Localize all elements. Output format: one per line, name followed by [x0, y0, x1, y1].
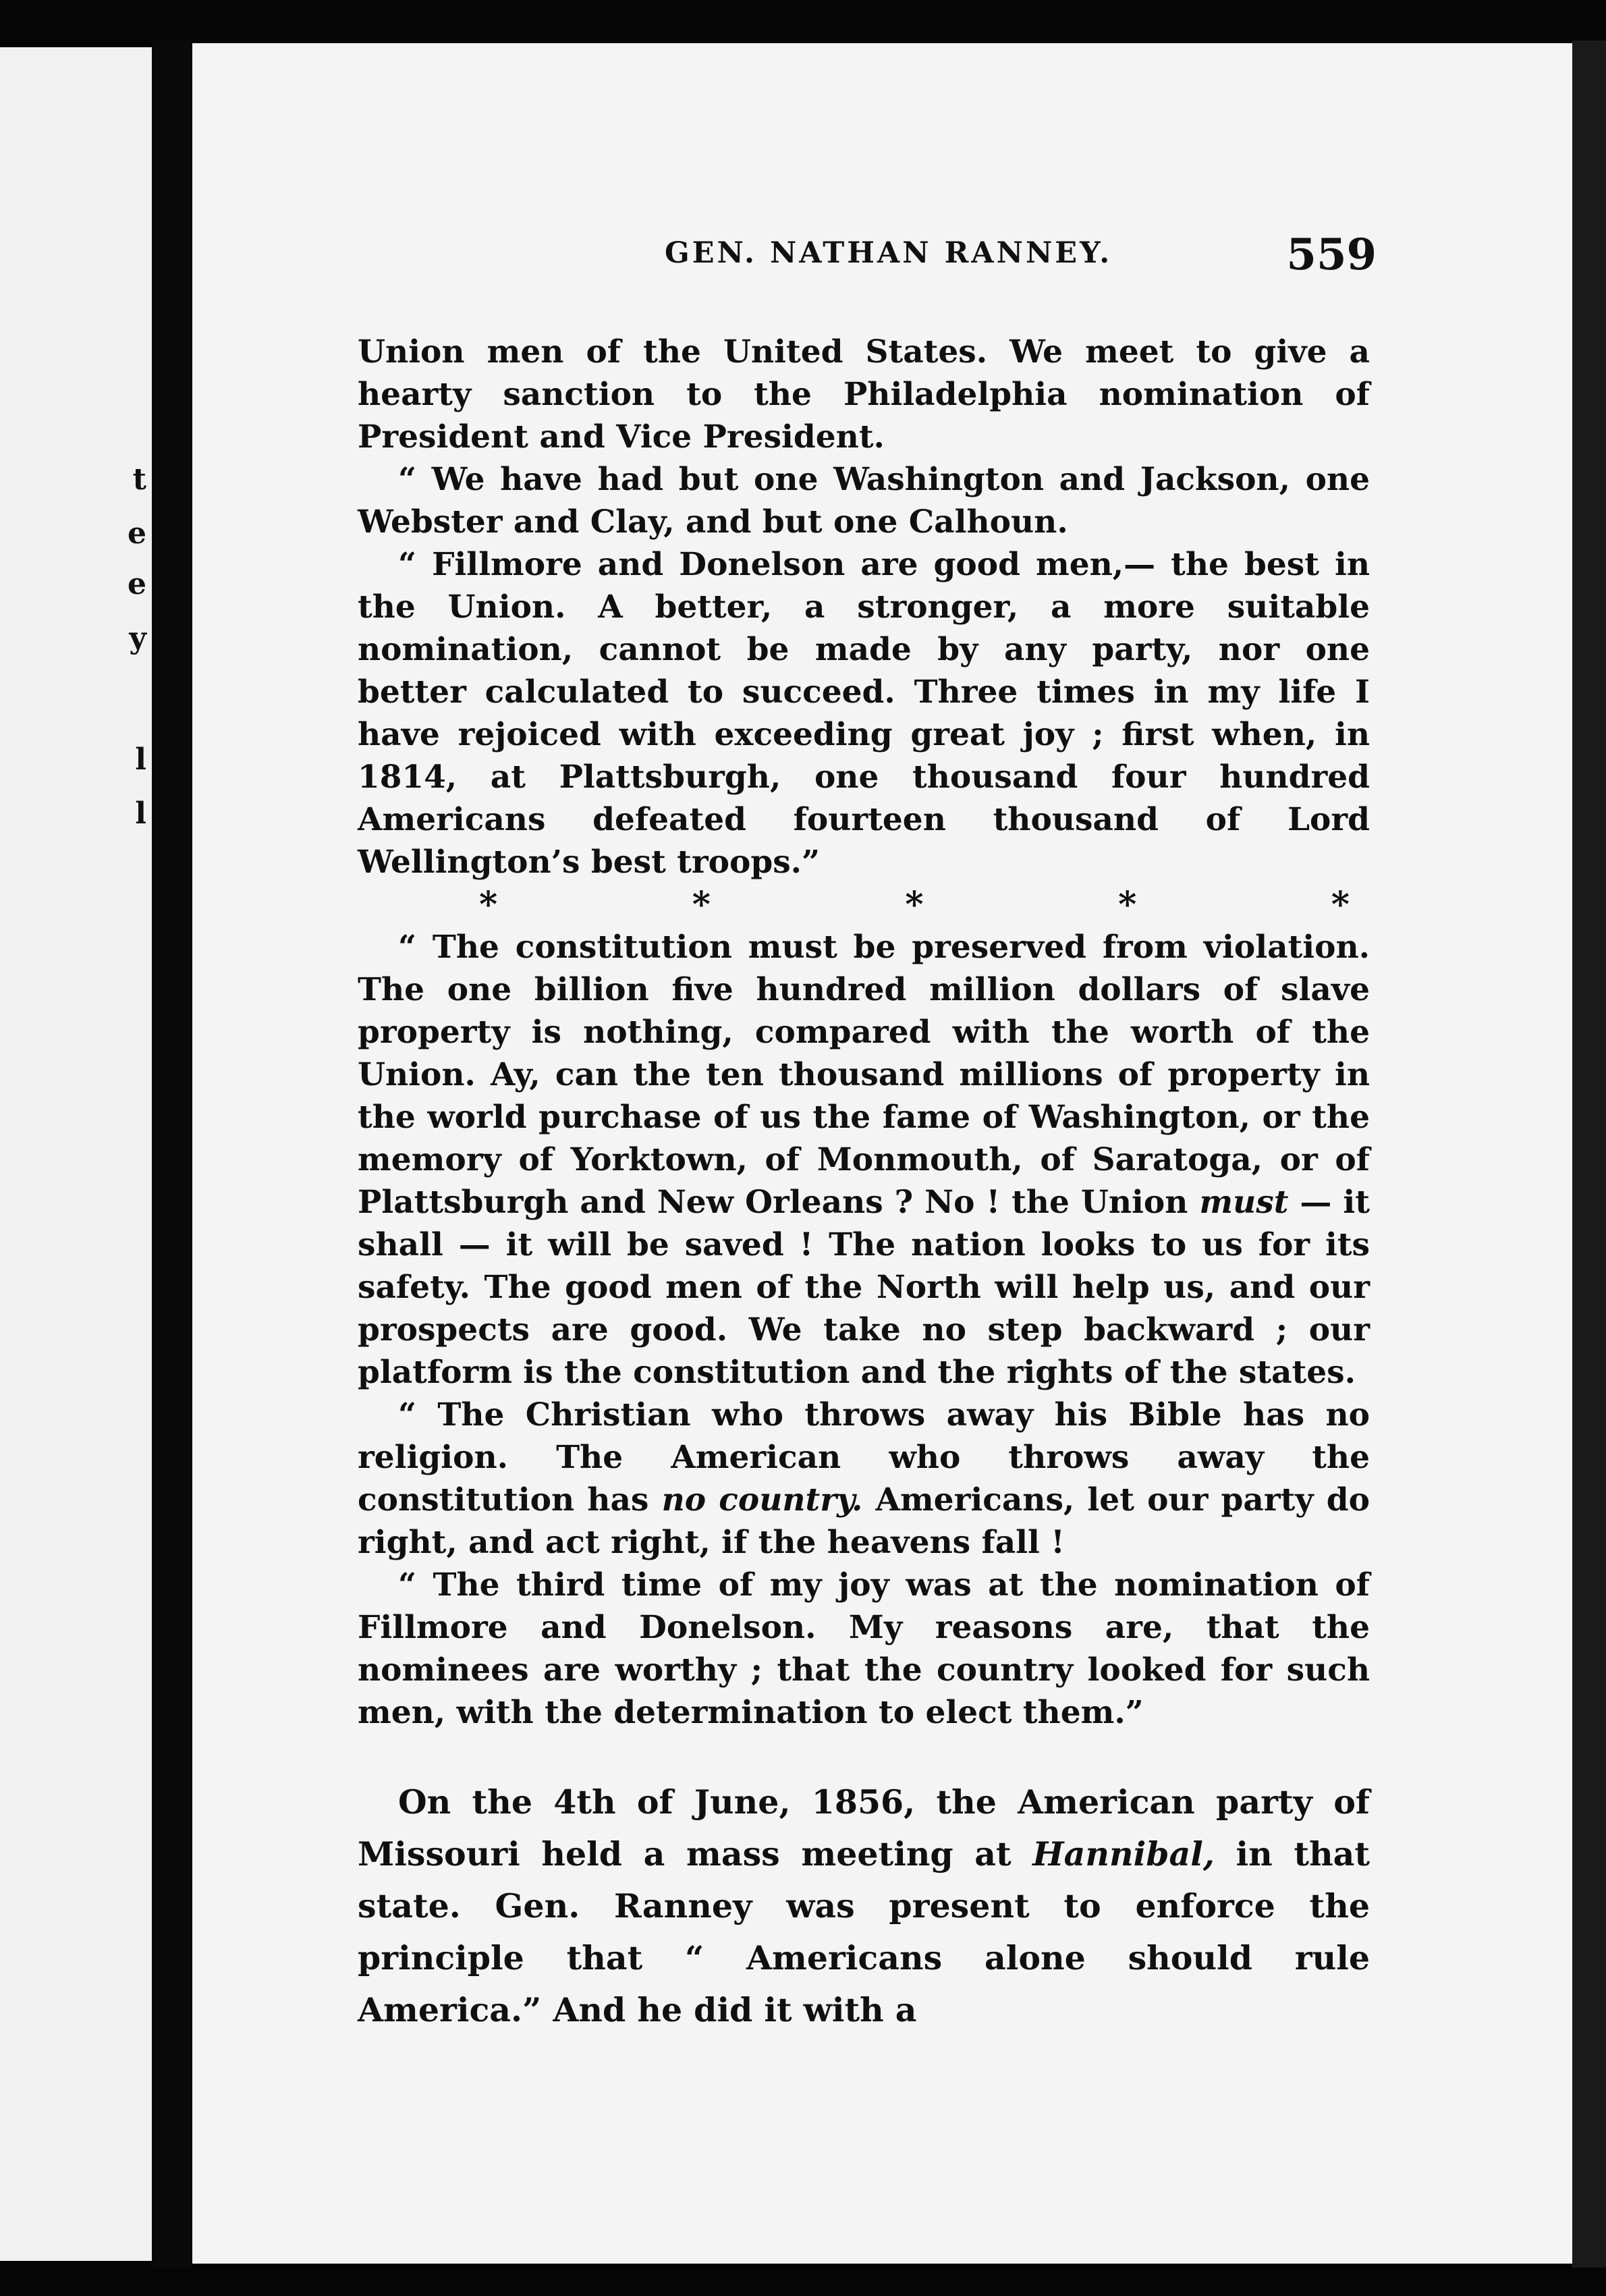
page-body: [358, 331, 1370, 2036]
paragraph-text: in that state. Gen. Ranney was present to enforce the principle that “ Americans alone should rule America.” And he did it with a: [358, 1834, 1370, 2029]
paragraph: Union men of the United States. We meet to give a hearty sanction to the Philadelphia nomination of President and Vice President.: [358, 333, 1370, 456]
paragraph: “ Fillmore and Donelson are good men,— the best in the Union. A better, a stronger, a more suitable nomination, cannot be made by any party, nor one better calculated to succeed. Three times in my life I have rejoiced with exceeding great joy ; first when, in 1814, at Plattsburgh, one thousand four hundred Americans defeated fourteen thousand of Lord Wellington’s best troops.”: [358, 546, 1370, 881]
left-page-edge: [0, 47, 152, 2261]
page-header: [665, 229, 1377, 290]
paragraph-gap: [358, 1734, 1370, 1776]
left-page-letter: l: [135, 742, 146, 777]
asterisk: *: [692, 884, 711, 925]
italic-text: Hannibal,: [1032, 1834, 1215, 1874]
page-number: 559: [1286, 229, 1377, 280]
italic-text: no country.: [661, 1481, 863, 1519]
asterisk: *: [1118, 884, 1137, 925]
left-page-letter: e: [128, 516, 146, 551]
left-page-letter: e: [128, 567, 146, 601]
section-break-asterisks: [358, 883, 1370, 926]
asterisk: *: [479, 884, 498, 925]
book-gutter: [152, 40, 192, 2268]
italic-text: must: [1199, 1184, 1289, 1221]
paragraph-text: — it shall — it will be saved ! The nation looks to us for its safety. The good men of the North will help us, and our prospects are good. We take no step backward ; our platform is the constitution and the rights of the states.: [358, 1184, 1370, 1391]
paragraph-text: “ The Christian who throws away his Bible has no religion. The American who throws away the constitution has: [358, 1396, 1370, 1519]
paragraph: [358, 926, 1370, 1394]
paragraph: [358, 1394, 1370, 1564]
paragraph-text: On the 4th of June, 1856, the American party of Missouri held a mass meeting at: [358, 1782, 1370, 1874]
paragraph-text: Americans, let our party do right, and act right, if the heavens fall !: [358, 1481, 1370, 1561]
left-page-letter: y: [129, 621, 146, 655]
paragraph: “ We have had but one Washington and Jackson, one Webster and Clay, and but one Calhoun.: [358, 461, 1370, 541]
paragraph: [358, 1776, 1370, 2036]
paragraph-text: “ The constitution must be preserved from violation. The one billion five hundred million dollars of slave property is nothing, compared with the worth of the Union. Ay, can the ten thousand millions of property in the world purchase of us the fame of Washington, or the memory of Yorktown, of Monmouth, of Saratoga, or of Plattsburgh and New Orleans ? No ! the Union: [358, 929, 1370, 1221]
running-head: GEN. NATHAN RANNEY.: [665, 236, 1113, 270]
page-edge: [1572, 40, 1606, 2268]
paragraph: “ The third time of my joy was at the nomination of Fillmore and Donelson. My reasons are, that the nominees are worthy ; that the country looked for such men, with the determination to elect them.”: [358, 1566, 1370, 1731]
asterisk: *: [1331, 884, 1350, 925]
left-page-letter: l: [135, 796, 146, 831]
left-page-letter: t: [132, 462, 146, 497]
asterisk: *: [905, 884, 924, 925]
